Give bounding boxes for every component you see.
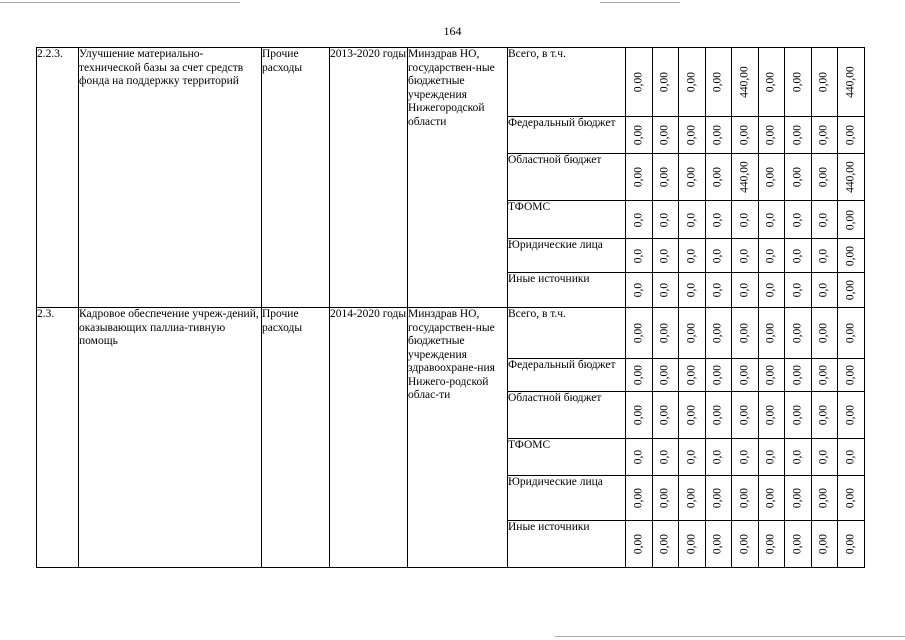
amount-value: 0,0 — [764, 449, 777, 465]
executor: Минздрав НО, государствен-ные бюджетные учреждения здравоохране-ния Нижего-родской облас-ти — [408, 308, 508, 568]
page-number: 164 — [443, 24, 462, 38]
amount-cell — [811, 476, 838, 521]
amount-value: 0,0 — [817, 282, 830, 298]
amount-cell — [838, 239, 865, 273]
amount-cell — [652, 48, 679, 117]
amount-cell — [626, 117, 653, 154]
amount-cell — [652, 154, 679, 201]
amount-value: 0,00 — [711, 533, 724, 555]
amount-value: 0,00 — [844, 533, 856, 555]
amount-value: 0,00 — [764, 404, 777, 426]
amount-value: 0,00 — [764, 487, 777, 509]
period: 2014-2020 годы — [330, 308, 408, 568]
amount-cell — [811, 117, 838, 154]
amount-value: 0,00 — [711, 364, 724, 386]
amount-value: 0,00 — [685, 124, 697, 146]
amount-value: 0,0 — [658, 248, 671, 263]
amount-cell — [758, 359, 785, 392]
amount-value: 0,00 — [685, 166, 697, 188]
amount-cell — [626, 48, 653, 117]
amount-value: 0,0 — [817, 449, 830, 465]
amount-value: 0,00 — [685, 404, 697, 426]
executor: Минздрав НО, государствен-ные бюджетные учреждения Нижегородской области — [408, 48, 508, 308]
amount-cell — [838, 154, 865, 201]
funding-source-label: Федеральный бюджет — [508, 117, 626, 154]
amount-value: 0,0 — [632, 248, 644, 263]
amount-cell — [838, 521, 865, 568]
amount-cell — [758, 308, 785, 359]
amount-value: 0,00 — [817, 487, 830, 509]
amount-value: 0,00 — [711, 487, 724, 509]
amount-value: 0,00 — [685, 71, 697, 93]
amount-value: 0,00 — [632, 71, 644, 93]
amount-value: 0,00 — [685, 487, 697, 509]
funding-source-label: Иные источники — [508, 273, 626, 308]
amount-value: 0,00 — [844, 245, 856, 266]
amount-cell — [705, 154, 732, 201]
amount-value: 0,00 — [817, 533, 830, 555]
amount-value: 0,00 — [791, 322, 803, 344]
amount-value: 0,00 — [632, 404, 644, 426]
amount-value: 440,00 — [738, 161, 750, 193]
funding-source-label: Областной бюджет — [508, 392, 626, 439]
amount-value: 0,00 — [711, 71, 724, 93]
funding-source-label: Иные источники — [508, 521, 626, 568]
amount-cell — [652, 308, 679, 359]
scan-edge-line — [0, 2, 240, 3]
amount-value: 0,00 — [632, 364, 644, 386]
amount-value: 0,00 — [764, 364, 777, 386]
amount-cell — [732, 48, 759, 117]
amount-value: 0,0 — [685, 212, 697, 227]
amount-cell — [732, 521, 759, 568]
amount-value: 0,00 — [685, 364, 697, 386]
amount-cell — [705, 117, 732, 154]
amount-value: 0,0 — [738, 449, 750, 465]
amount-cell — [652, 392, 679, 439]
amount-cell — [626, 392, 653, 439]
amount-cell — [652, 201, 679, 239]
amount-cell — [626, 521, 653, 568]
amount-cell — [838, 308, 865, 359]
table-row — [37, 308, 865, 359]
amount-value: 0,00 — [791, 166, 803, 188]
amount-value: 0,0 — [791, 282, 803, 298]
amount-cell — [626, 359, 653, 392]
amount-cell — [838, 476, 865, 521]
amount-value: 0,0 — [685, 449, 697, 465]
amount-value: 0,00 — [632, 124, 644, 146]
amount-value: 0,00 — [764, 124, 777, 146]
amount-value: 0,0 — [738, 212, 750, 227]
amount-cell — [732, 476, 759, 521]
amount-cell — [626, 476, 653, 521]
amount-value: 0,00 — [658, 166, 671, 188]
amount-cell — [811, 521, 838, 568]
period: 2013-2020 годы — [330, 48, 408, 308]
amount-cell — [705, 439, 732, 476]
amount-value: 0,0 — [764, 212, 777, 227]
amount-value: 0,0 — [764, 248, 777, 263]
amount-value: 0,00 — [738, 124, 750, 146]
amount-value: 0,00 — [844, 124, 856, 146]
amount-cell — [626, 154, 653, 201]
amount-cell — [785, 117, 812, 154]
amount-cell — [732, 439, 759, 476]
amount-value: 0,0 — [658, 212, 671, 227]
amount-value: 0,0 — [791, 449, 803, 465]
amount-value: 0,00 — [738, 322, 750, 344]
amount-cell — [652, 476, 679, 521]
amount-value: 0,00 — [658, 487, 671, 509]
scan-edge-line — [600, 2, 680, 3]
amount-cell — [652, 239, 679, 273]
amount-value: 0,00 — [764, 533, 777, 555]
amount-cell — [785, 201, 812, 239]
amount-value: 0,00 — [791, 487, 803, 509]
amount-value: 0,00 — [711, 322, 724, 344]
amount-cell — [626, 308, 653, 359]
scan-edge-line — [555, 636, 905, 637]
amount-value: 440,00 — [844, 66, 856, 98]
amount-cell — [838, 392, 865, 439]
amount-cell — [785, 154, 812, 201]
amount-cell — [679, 239, 706, 273]
amount-value: 0,00 — [817, 364, 830, 386]
amount-cell — [626, 201, 653, 239]
amount-cell — [652, 521, 679, 568]
amount-value: 0,0 — [817, 248, 830, 263]
amount-value: 0,0 — [685, 248, 697, 263]
funding-source-label: Областной бюджет — [508, 154, 626, 201]
amount-cell — [652, 117, 679, 154]
amount-cell — [732, 359, 759, 392]
amount-value: 0,00 — [658, 364, 671, 386]
funding-source-label: Юридические лица — [508, 476, 626, 521]
amount-cell — [785, 359, 812, 392]
funding-source-label: Юридические лица — [508, 239, 626, 273]
amount-cell — [758, 521, 785, 568]
amount-value: 0,00 — [764, 166, 777, 188]
amount-cell — [785, 392, 812, 439]
amount-cell — [679, 308, 706, 359]
amount-value: 0,0 — [632, 282, 644, 298]
amount-cell — [785, 439, 812, 476]
amount-value: 0,00 — [817, 404, 830, 426]
amount-cell — [732, 273, 759, 308]
item-name: Улучшение материально-техническoй базы за счет средств фонда на поддержку территорий — [79, 48, 262, 308]
amount-cell — [732, 117, 759, 154]
amount-value: 0,00 — [738, 533, 750, 555]
amount-cell — [705, 48, 732, 117]
amount-value: 440,00 — [844, 161, 856, 193]
amount-cell — [758, 154, 785, 201]
amount-cell — [679, 48, 706, 117]
amount-value: 0,0 — [817, 212, 830, 227]
amount-value: 0,0 — [844, 449, 856, 465]
amount-value: 0,00 — [791, 124, 803, 146]
amount-value: 0,0 — [632, 212, 644, 227]
amount-cell — [785, 273, 812, 308]
amount-cell — [785, 476, 812, 521]
amount-cell — [626, 439, 653, 476]
amount-cell — [679, 392, 706, 439]
amount-cell — [679, 521, 706, 568]
amount-cell — [705, 476, 732, 521]
amount-cell — [838, 117, 865, 154]
amount-value: 0,00 — [632, 487, 644, 509]
amount-value: 0,00 — [685, 533, 697, 555]
budget-table — [36, 47, 865, 568]
amount-cell — [758, 392, 785, 439]
amount-value: 0,0 — [764, 282, 777, 298]
amount-cell — [758, 117, 785, 154]
amount-cell — [679, 117, 706, 154]
amount-value: 0,00 — [844, 404, 856, 426]
amount-cell — [785, 239, 812, 273]
amount-cell — [811, 392, 838, 439]
amount-cell — [838, 359, 865, 392]
funding-source-label: Всего, в т.ч. — [508, 48, 626, 117]
amount-cell — [705, 308, 732, 359]
amount-value: 0,0 — [658, 282, 671, 298]
amount-cell — [758, 48, 785, 117]
funding-source-label: ТФОМС — [508, 201, 626, 239]
amount-value: 0,00 — [791, 364, 803, 386]
amount-cell — [811, 439, 838, 476]
amount-value: 0,00 — [791, 404, 803, 426]
amount-value: 0,0 — [738, 248, 750, 263]
item-code: 2.2.3. — [37, 48, 79, 308]
amount-value: 0,0 — [711, 212, 724, 227]
amount-value: 0,00 — [632, 322, 644, 344]
amount-cell — [811, 308, 838, 359]
amount-cell — [811, 359, 838, 392]
amount-cell — [758, 201, 785, 239]
amount-value: 0,00 — [738, 487, 750, 509]
amount-cell — [732, 154, 759, 201]
amount-value: 0,00 — [791, 533, 803, 555]
amount-value: 0,00 — [711, 124, 724, 146]
amount-value: 0,00 — [817, 166, 830, 188]
amount-cell — [785, 308, 812, 359]
amount-value: 0,0 — [632, 449, 644, 465]
amount-value: 0,00 — [658, 71, 671, 93]
amount-cell — [732, 392, 759, 439]
funding-source-label: Всего, в т.ч. — [508, 308, 626, 359]
amount-cell — [838, 48, 865, 117]
funding-source-label: ТФОМС — [508, 439, 626, 476]
amount-cell — [705, 359, 732, 392]
amount-value: 0,00 — [844, 487, 856, 509]
amount-cell — [705, 392, 732, 439]
amount-cell — [811, 48, 838, 117]
amount-cell — [811, 201, 838, 239]
amount-cell — [758, 273, 785, 308]
amount-cell — [679, 273, 706, 308]
amount-cell — [705, 273, 732, 308]
amount-cell — [838, 201, 865, 239]
amount-value: 0,00 — [764, 322, 777, 344]
amount-value: 0,00 — [632, 166, 644, 188]
amount-value: 0,00 — [711, 404, 724, 426]
amount-value: 0,0 — [658, 449, 671, 465]
amount-cell — [679, 201, 706, 239]
amount-cell — [652, 273, 679, 308]
expense-type: Прочие расходы — [262, 308, 330, 568]
amount-cell — [626, 273, 653, 308]
amount-value: 0,0 — [711, 248, 724, 263]
amount-cell — [785, 48, 812, 117]
amount-value: 440,00 — [738, 66, 750, 98]
amount-value: 0,0 — [711, 449, 724, 465]
amount-value: 0,00 — [817, 71, 830, 93]
amount-cell — [838, 273, 865, 308]
amount-cell — [705, 239, 732, 273]
amount-cell — [652, 359, 679, 392]
amount-value: 0,00 — [844, 322, 856, 344]
amount-value: 0,00 — [844, 364, 856, 386]
amount-cell — [732, 201, 759, 239]
expense-type: Прочие расходы — [262, 48, 330, 308]
amount-cell — [679, 154, 706, 201]
amount-value: 0,0 — [711, 282, 724, 298]
amount-value: 0,0 — [738, 282, 750, 298]
amount-value: 0,0 — [685, 282, 697, 298]
amount-cell — [679, 476, 706, 521]
amount-cell — [679, 439, 706, 476]
amount-value: 0,00 — [658, 322, 671, 344]
amount-cell — [785, 521, 812, 568]
amount-value: 0,0 — [791, 212, 803, 227]
amount-cell — [652, 439, 679, 476]
amount-value: 0,00 — [685, 322, 697, 344]
amount-cell — [811, 239, 838, 273]
amount-cell — [705, 201, 732, 239]
amount-value: 0,00 — [844, 279, 856, 301]
amount-cell — [732, 308, 759, 359]
amount-cell — [811, 154, 838, 201]
amount-value: 0,00 — [817, 322, 830, 344]
amount-cell — [758, 239, 785, 273]
item-code: 2.3. — [37, 308, 79, 568]
amount-value: 0,00 — [738, 364, 750, 386]
funding-source-label: Федеральный бюджет — [508, 359, 626, 392]
amount-cell — [758, 439, 785, 476]
amount-cell — [758, 476, 785, 521]
amount-value: 0,00 — [711, 166, 724, 188]
table-row — [37, 48, 865, 117]
amount-value: 0,00 — [844, 209, 856, 230]
amount-value: 0,00 — [817, 124, 830, 146]
amount-cell — [811, 273, 838, 308]
amount-value: 0,00 — [791, 71, 803, 93]
amount-cell — [838, 439, 865, 476]
amount-value: 0,00 — [738, 404, 750, 426]
item-name: Кадровое обеспечение учреж-дений, оказывающих паллиа-тивную помощь — [79, 308, 262, 568]
amount-value: 0,00 — [658, 124, 671, 146]
amount-value: 0,00 — [632, 533, 644, 555]
amount-value: 0,00 — [658, 533, 671, 555]
amount-value: 0,0 — [791, 248, 803, 263]
amount-cell — [732, 239, 759, 273]
amount-cell — [705, 521, 732, 568]
amount-value: 0,00 — [658, 404, 671, 426]
amount-cell — [626, 239, 653, 273]
amount-cell — [679, 359, 706, 392]
amount-value: 0,00 — [764, 71, 777, 93]
